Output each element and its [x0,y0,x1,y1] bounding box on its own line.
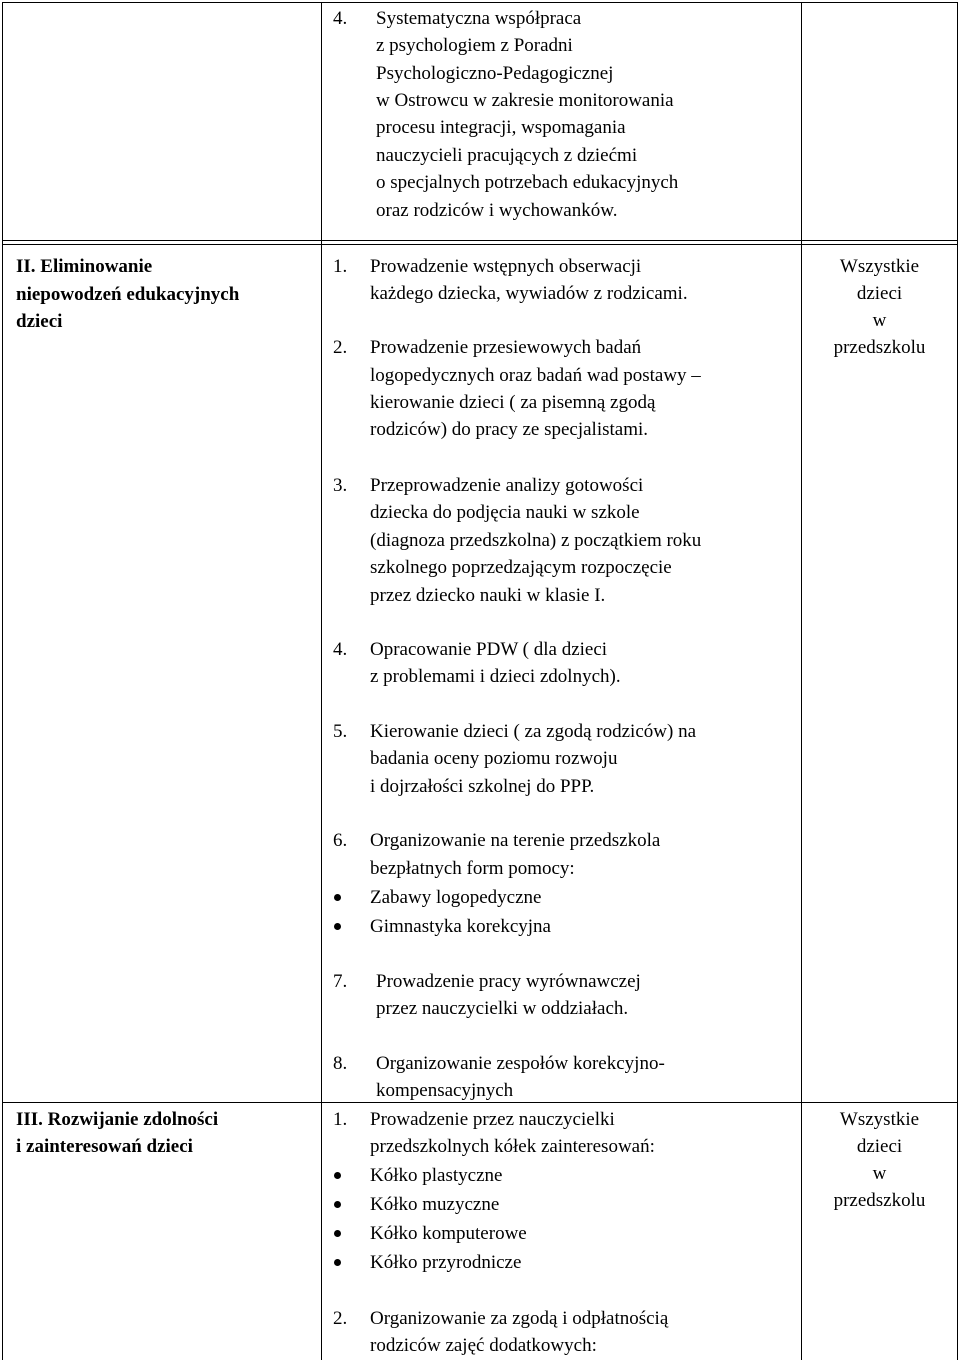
item-line: dziecka do podjęcia nauki w szkole [370,502,640,523]
item-line: Systematyczna współpraca [376,8,582,29]
item-line: bezpłatnych form pomocy: [370,858,575,879]
section-title-line: II. Eliminowanie [16,256,153,277]
bullet-item: Gimnastyka korekcyjna [370,916,551,937]
item-line: Organizowanie za zgodą i odpłatnością [370,1308,669,1329]
section-title-line: niepowodzeń edukacyjnych [16,284,240,305]
table-row-divider-1 [2,240,958,241]
item-line: przez nauczycielki w oddziałach. [376,998,629,1019]
table-border-top [2,2,802,3]
item-number: 1. [333,256,348,277]
item-line: badania oceny poziomu rozwoju [370,748,618,769]
table-border-right [957,2,958,1360]
item-number: 6. [333,830,348,851]
item-number: 1. [333,1109,348,1130]
section-title-line: i zainteresowań dzieci [16,1136,193,1157]
item-number: 2. [333,1308,348,1329]
item-line: Psychologiczno-Pedagogicznej [376,63,614,84]
bullet-icon [334,1230,341,1237]
item-line: w Ostrowcu w zakresie monitorowania [376,90,674,111]
who-line: w [872,1163,887,1184]
item-line: logopedycznych oraz badań wad postawy – [370,365,701,386]
bullet-icon [334,1201,341,1208]
bullet-icon [334,1172,341,1179]
item-line: przez dziecko nauki w klasie I. [370,585,606,606]
item-line: kompensacyjnych [376,1080,514,1101]
item-line: Prowadzenie pracy wyrównawczej [376,971,641,992]
bullet-item: Kółko przyrodnicze [370,1252,522,1273]
bullet-item: Kółko muzyczne [370,1194,500,1215]
who-line: przedszkolu [833,1190,926,1211]
item-number: 8. [333,1053,348,1074]
bullet-icon [334,1259,341,1266]
section-title-line: III. Rozwijanie zdolności [16,1109,219,1130]
bullet-icon [334,894,341,901]
item-line: nauczycieli pracujących z dziećmi [376,145,638,166]
table-row-divider-1b [2,244,958,245]
item-line: szkolnego poprzedzającym rozpoczęcie [370,557,672,578]
item-line: Kierowanie dzieci ( za zgodą rodziców) na [370,721,696,742]
bullet-item: Zabawy logopedyczne [370,887,542,908]
who-line: przedszkolu [833,337,926,358]
table-border-top-right [802,2,957,3]
item-number: 4. [333,639,348,660]
item-line: każdego dziecka, wywiadów z rodzicami. [370,283,688,304]
item-line: rodziców zajęć dodatkowych: [370,1335,597,1356]
who-line: dzieci [856,283,903,304]
item-line: Prowadzenie wstępnych obserwacji [370,256,642,277]
item-number: 3. [333,475,348,496]
item-line: przedszkolnych kółek zainteresowań: [370,1136,655,1157]
item-number: 4. [333,8,348,29]
bullet-icon [334,923,341,930]
bullet-item: Kółko plastyczne [370,1165,503,1186]
item-line: procesu integracji, wspomagania [376,117,626,138]
item-line: kierowanie dzieci ( za pisemną zgodą [370,392,656,413]
section-title-line: dzieci [16,311,63,332]
item-line: Organizowanie zespołów korekcyjno- [376,1053,665,1074]
item-line: Prowadzenie przez nauczycielki [370,1109,615,1130]
item-number: 7. [333,971,348,992]
item-line: z problemami i dzieci zdolnych). [370,666,621,687]
table-col-divider-1 [321,2,322,1360]
item-line: i dojrzałości szkolnej do PPP. [370,776,595,797]
item-line: Prowadzenie przesiewowych badań [370,337,642,358]
who-line: dzieci [856,1136,903,1157]
item-number: 5. [333,721,348,742]
who-line: Wszystkie [839,256,920,277]
item-line: Organizowanie na terenie przedszkola [370,830,661,851]
who-line: w [872,310,887,331]
item-line: Przeprowadzenie analizy gotowości [370,475,644,496]
item-line: (diagnoza przedszkolna) z początkiem roku [370,530,702,551]
item-line: z psychologiem z Poradni [376,35,573,56]
item-number: 2. [333,337,348,358]
table-border-left [2,2,3,1360]
item-line: Opracowanie PDW ( dla dzieci [370,639,608,660]
item-line: oraz rodziców i wychowanków. [376,200,618,221]
item-line: rodziców) do pracy ze specjalistami. [370,419,649,440]
who-line: Wszystkie [839,1109,920,1130]
bullet-item: Kółko komputerowe [370,1223,527,1244]
item-line: o specjalnych potrzebach edukacyjnych [376,172,679,193]
